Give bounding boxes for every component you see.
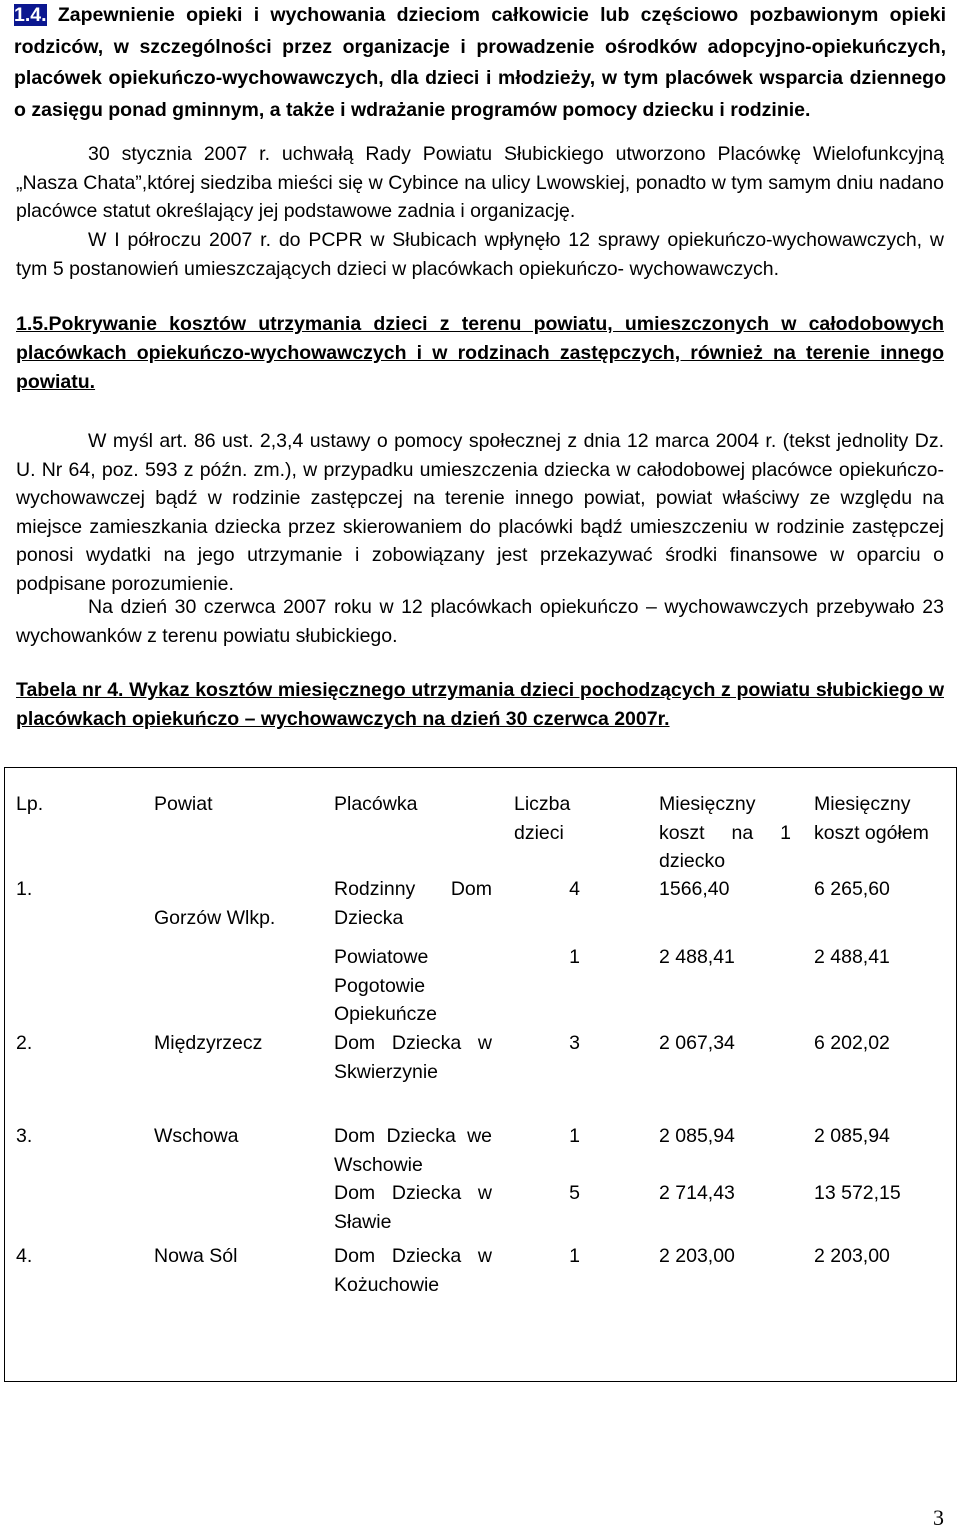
header-koszt-na-1: Miesięczny koszt na 1 dziecko bbox=[659, 793, 791, 872]
row2-liczba: 1 bbox=[569, 946, 580, 968]
header-koszt-ogolem: Miesięczny koszt ogółem bbox=[814, 793, 929, 844]
section-1-5-heading: 1.5.Pokrywanie kosztów utrzymania dzieci z terenu powiatu, umieszczonych w całodobowych placówkach opiekuńczo-wychowawczych i w rodzinach zastępczych, również na terenie innego powiatu. bbox=[16, 313, 944, 393]
page-number: 3 bbox=[933, 1505, 944, 1530]
row2-placowka: Powiatowe Pogotowie Opiekuńcze bbox=[334, 946, 437, 1025]
row5-liczba: 5 bbox=[569, 1182, 580, 1204]
row2-koszt-1: 2 488,41 bbox=[659, 946, 735, 968]
cost-table bbox=[4, 767, 957, 1382]
header-lp: Lp. bbox=[16, 793, 44, 815]
section-1-4-heading bbox=[14, 0, 946, 126]
row1-placowka: Rodzinny Dom Dziecka bbox=[334, 878, 492, 929]
row4-liczba: 1 bbox=[569, 1125, 580, 1147]
row6-lp: 4. bbox=[16, 1245, 33, 1267]
row1-liczba: 4 bbox=[569, 878, 580, 900]
header-powiat: Powiat bbox=[154, 793, 213, 815]
row5-placowka: Dom Dziecka w Sławie bbox=[334, 1182, 492, 1233]
table-caption: Tabela nr 4. Wykaz kosztów miesięcznego utrzymania dzieci pochodzących z powiatu słubickiego w placówkach opiekuńczo – wychowawczych na dzień 30 czerwca 2007r. bbox=[16, 679, 944, 730]
row5-koszt-ogolem: 13 572,15 bbox=[814, 1182, 901, 1204]
row3-powiat: Międzyrzecz bbox=[154, 1032, 263, 1054]
row3-liczba: 3 bbox=[569, 1032, 580, 1054]
row6-liczba: 1 bbox=[569, 1245, 580, 1267]
section-1-4-title: Zapewnienie opieki i wychowania dzieciom całkowicie lub częściowo pozbawionym opieki rodziców, w szczególności przez organizacje i prowadzenie ośrodków adopcyjno-opiekuńczych, placówek opiekuńczo-wychowawczych, dla dzieci i młodzieży, w tym placówek wsparcia dziennego o zasięgu ponad gminnym, a także i wdrażanie programów pomocy dziecku i rodzinie. bbox=[14, 4, 946, 121]
paragraph-children-count: Na dzień 30 czerwca 2007 roku w 12 placówkach opiekuńczo – wychowawczych przebywało 23 wychowanków z terenu powiatu słubickiego. bbox=[16, 596, 944, 647]
row6-powiat: Nowa Sól bbox=[154, 1245, 238, 1267]
row3-placowka: Dom Dziecka w Skwierzynie bbox=[334, 1032, 492, 1083]
header-placowka: Placówka bbox=[334, 793, 418, 815]
row4-placowka: Dom Dziecka we Wschowie bbox=[334, 1125, 492, 1176]
paragraph-legal-basis: W myśl art. 86 ust. 2,3,4 ustawy o pomocy społecznej z dnia 12 marca 2004 r. (tekst jednolity Dz. U. Nr 64, poz. 593 z późn. zm.), w przypadku umieszczenia dziecka w całodobowej placówce opiekuńczo-wychowawczej bądź w rodzinie zastępczej na terenie innego powiat, powiat właściwy ze względu na miejsce zamieszkania dziecka przez skierowaniem do placówki bądź umieszczeniu w rodzinie zastępczej ponosi wydatki na jego utrzymanie i zobowiązany jest przekazywać środki finansowe w oparciu o podpisane porozumienie. bbox=[16, 430, 944, 595]
row4-koszt-ogolem: 2 085,94 bbox=[814, 1125, 890, 1147]
row4-lp: 3. bbox=[16, 1125, 33, 1147]
row3-koszt-ogolem: 6 202,02 bbox=[814, 1032, 890, 1054]
row6-koszt-1: 2 203,00 bbox=[659, 1245, 735, 1267]
paragraph-pcpr-cases: W I półroczu 2007 r. do PCPR w Słubicach wpłynęło 12 sprawy opiekuńczo-wychowawczych, w tym 5 postanowień umieszczających dzieci w placówkach opiekuńczo- wychowawczych. bbox=[16, 229, 944, 280]
row1-koszt-1: 1566,40 bbox=[659, 878, 730, 900]
row4-koszt-1: 2 085,94 bbox=[659, 1125, 735, 1147]
row5-koszt-1: 2 714,43 bbox=[659, 1182, 735, 1204]
row6-koszt-ogolem: 2 203,00 bbox=[814, 1245, 890, 1267]
row1-powiat: Gorzów Wlkp. bbox=[154, 907, 276, 929]
row4-powiat: Wschowa bbox=[154, 1125, 239, 1147]
section-1-4-number: 1.4. bbox=[14, 4, 47, 26]
row6-placowka: Dom Dziecka w Kożuchowie bbox=[334, 1245, 492, 1296]
row1-lp: 1. bbox=[16, 878, 33, 900]
row3-lp: 2. bbox=[16, 1032, 33, 1054]
row3-koszt-1: 2 067,34 bbox=[659, 1032, 735, 1054]
header-liczba-dzieci: Liczba dzieci bbox=[514, 793, 571, 844]
paragraph-nasza-chata: 30 stycznia 2007 r. uchwałą Rady Powiatu Słubickiego utworzono Placówkę Wielofunkcyjną „Nasza Chata”,której siedziba mieści się w Cybince na ulicy Lwowskiej, ponadto w tym samym dniu nadano placówce statut określający jej podstawowe zadnia i organizację. bbox=[16, 143, 944, 222]
row2-koszt-ogolem: 2 488,41 bbox=[814, 946, 890, 968]
row1-koszt-ogolem: 6 265,60 bbox=[814, 878, 890, 900]
